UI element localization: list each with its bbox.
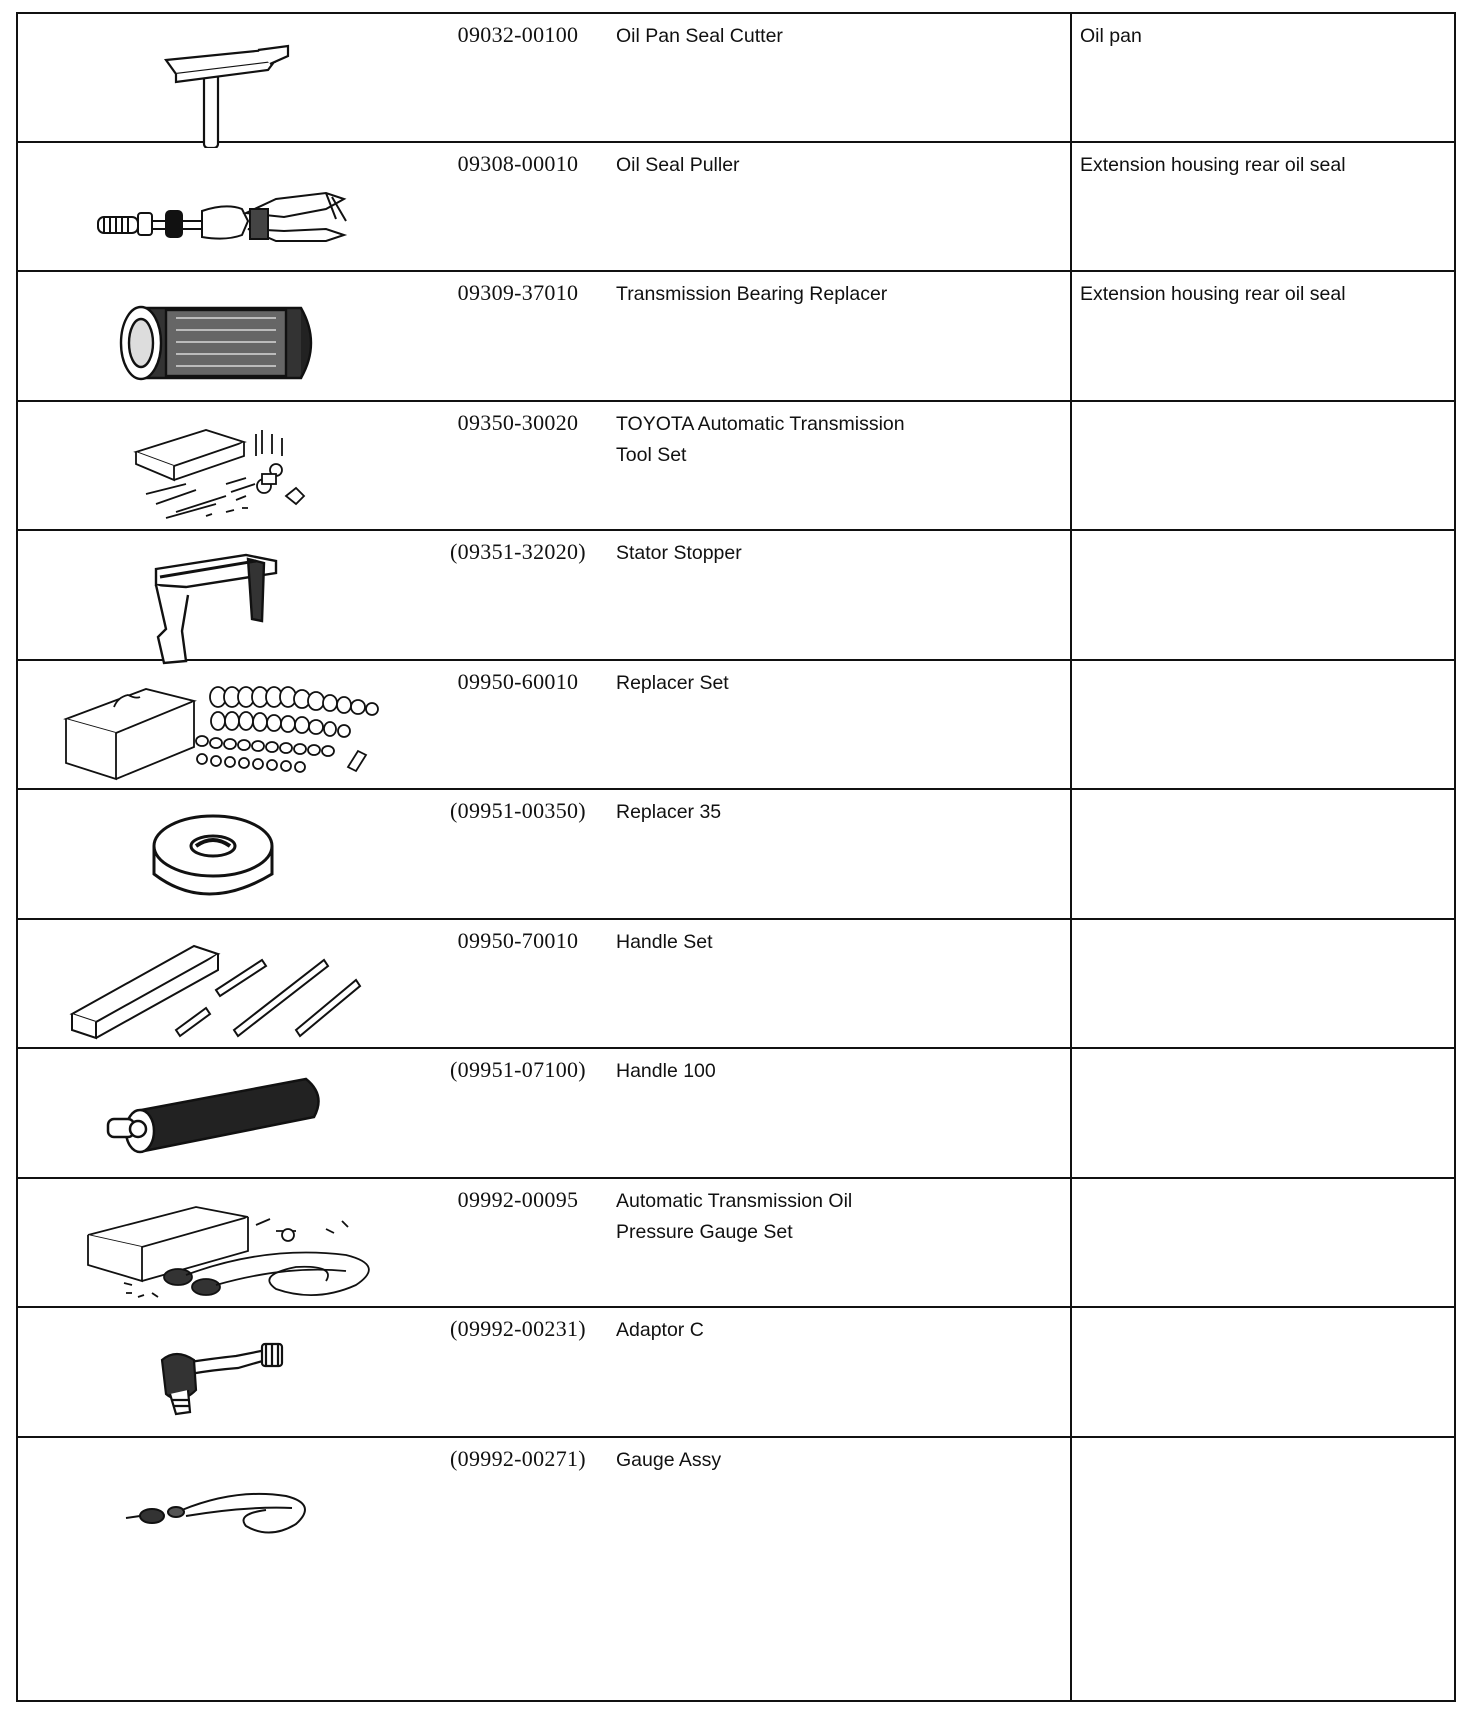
tool-name-line: Oil Pan Seal Cutter [616,25,783,47]
tool-name-line: Oil Seal Puller [616,153,740,176]
usage-note: Oil pan [1080,25,1142,47]
handle-set-icon [26,926,426,1054]
part-number: 09350-30020 [457,409,579,435]
part-number: 09950-70010 [457,927,579,953]
replacer-set-icon [26,667,426,795]
tool-name [616,538,1056,569]
part-number: 09309-37010 [457,280,579,305]
tool-name [616,150,1056,181]
part-number: (09992-00231) [450,1316,586,1341]
tool-name-line: Stator Stopper [616,542,742,564]
tool-name [616,1186,1056,1248]
tool-name-line: Tool Set [616,443,687,466]
tool-name-line: Replacer Set [616,671,729,694]
adaptor-c-icon [26,1314,426,1442]
part-number: 09032-00100 [457,22,579,47]
tool-name-line: Gauge Assy [616,1448,722,1471]
part-number: 09308-00010 [457,150,579,176]
tool-name-line: Transmission Bearing Replacer [616,283,888,305]
tool-name [616,797,1056,828]
tool-name [616,1315,1056,1346]
oil-pan-seal-cutter-icon [26,20,426,148]
tool-name [616,21,1056,52]
tool-set-icon [26,408,426,536]
special-service-tools-table [16,12,1456,1702]
gauge-assy-icon [26,1444,426,1572]
tool-name-line: TOYOTA Automatic Transmission [616,412,905,435]
table-row [18,1308,1454,1438]
part-number: 09992-00095 [457,1186,579,1212]
tool-name-line: Adaptor C [616,1319,704,1341]
tool-name [616,1445,1056,1476]
part-number: (09351-32020) [450,539,586,564]
pressure-gauge-set-icon [26,1185,426,1313]
tool-name [616,409,1056,471]
table-row [18,1438,1454,1568]
tool-name-line: Handle 100 [616,1060,716,1082]
table-row [18,272,1454,402]
tool-name [616,279,1056,310]
bearing-replacer-icon [26,278,426,406]
table-row [18,790,1454,920]
tool-name [616,927,1056,958]
table-row [18,920,1454,1050]
oil-seal-puller-icon [26,149,426,277]
table-row [18,531,1454,661]
handle-100-icon [26,1055,426,1183]
tool-name-line: Pressure Gauge Set [616,1220,793,1243]
table-row [18,14,1454,143]
part-number: (09951-00350) [450,798,586,823]
tool-name [616,1056,1056,1087]
replacer-35-icon [26,796,426,924]
tool-name-line: Automatic Transmission Oil [616,1189,853,1212]
part-number: (09992-00271) [450,1445,586,1471]
tool-name-line: Handle Set [616,930,713,953]
tool-name-line: Replacer 35 [616,801,722,823]
tool-name [616,668,1056,699]
table-row [18,143,1454,273]
table-row [18,661,1454,791]
table-row [18,1179,1454,1309]
table-row [18,402,1454,532]
stator-stopper-icon [26,537,426,665]
usage-note: Extension housing rear oil seal [1080,283,1346,305]
table-row [18,1049,1454,1179]
part-number: (09951-07100) [450,1057,586,1082]
part-number: 09950-60010 [457,668,579,694]
usage-note: Extension housing rear oil seal [1080,153,1346,176]
